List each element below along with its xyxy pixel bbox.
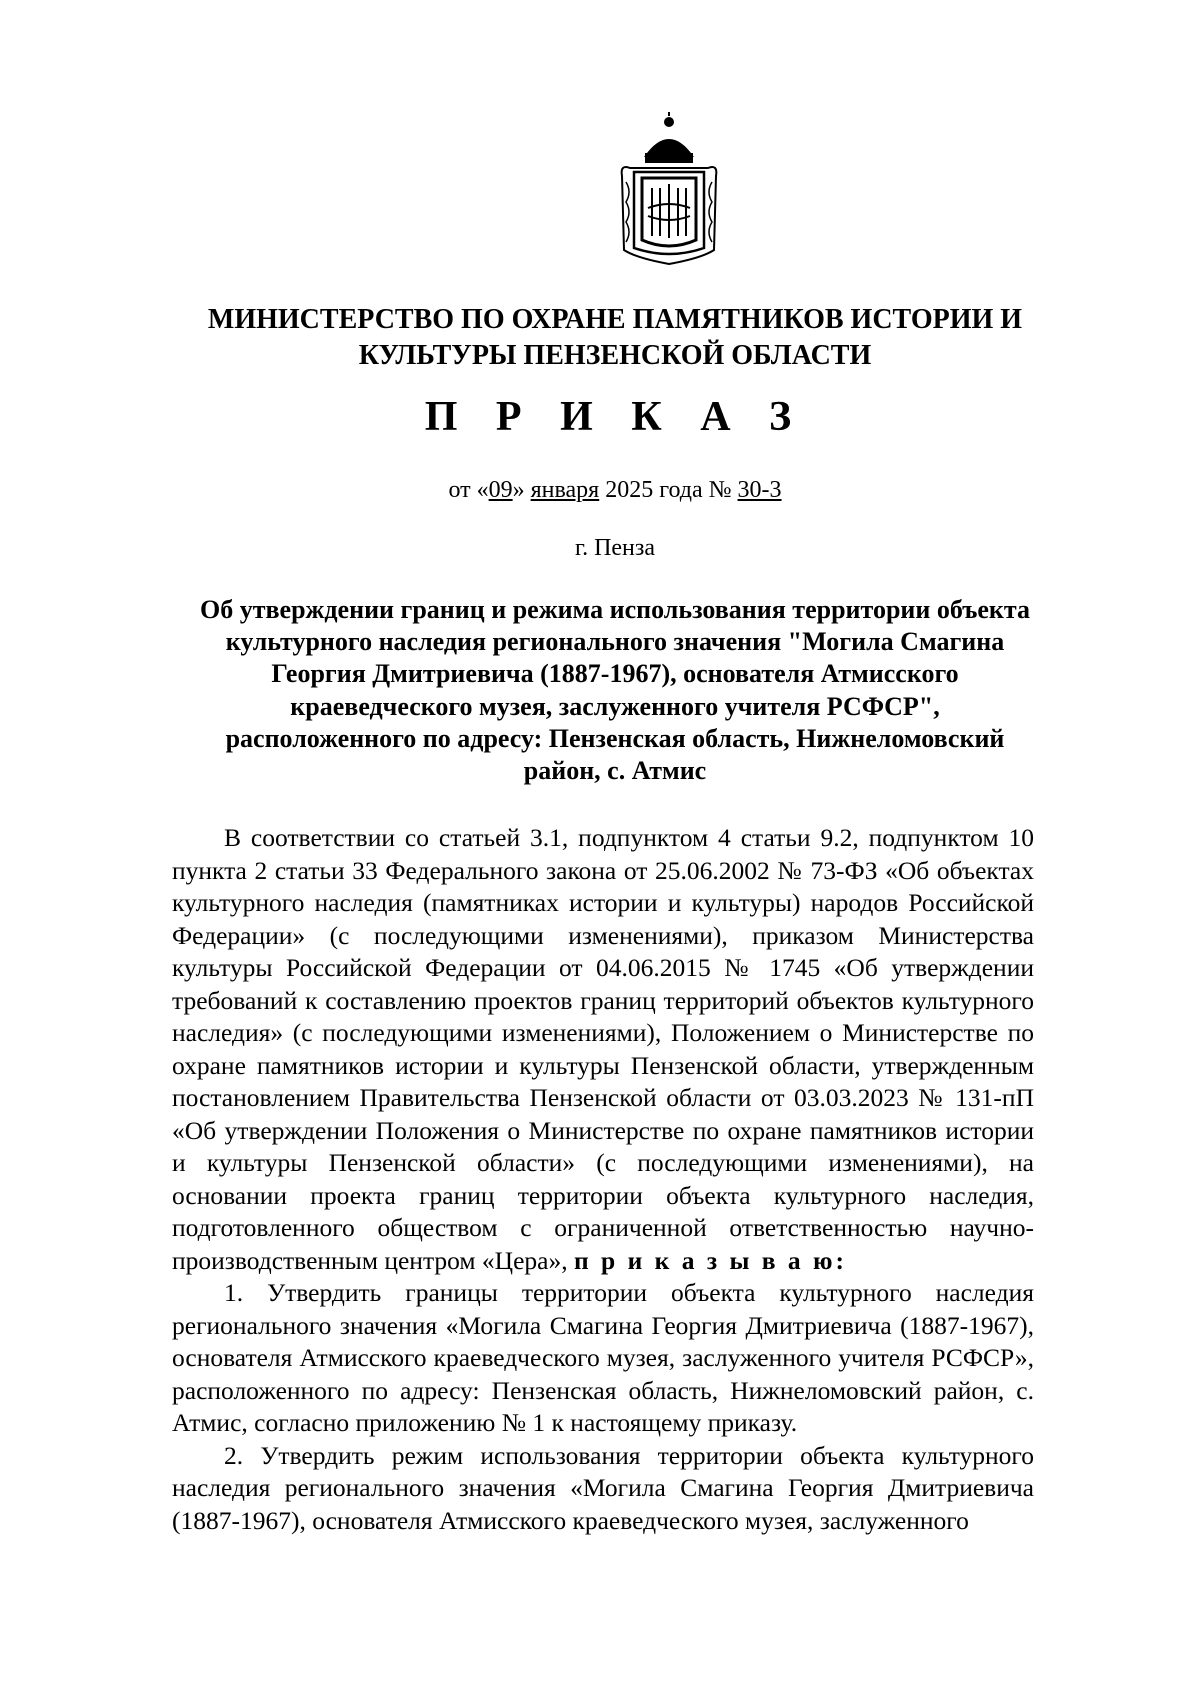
order-item-2: 2. Утвердить режим использования территории объекта культурного наследия регионального значения «Могила Смагина Георгия Дмитриевича (1887-1967), основателя Атмисского краеведческого музея, заслуженного (172, 1440, 1034, 1535)
title-line: расположенного по адресу: Пензенская область, Нижнеломовский (225, 723, 1005, 753)
date-prefix: от « (448, 477, 489, 503)
date-day: 09 (488, 477, 513, 503)
date-year-text: 2025 года № (599, 477, 738, 503)
date-mid: » (512, 477, 531, 503)
ministry-name-line2: КУЛЬТУРЫ ПЕНЗЕНСКОЙ ОБЛАСТИ (358, 340, 872, 371)
document-number: 30-3 (737, 477, 782, 503)
ministry-name-line1: МИНИСТЕРСТВО ПО ОХРАНЕ ПАМЯТНИКОВ ИСТОРИИ И (207, 304, 1023, 335)
order-item-1: 1. Утвердить границы территории объекта культурного наследия регионального значения «Могила Смагина Георгия Дмитриевича (1887-1967), основателя Атмисского краеведческого музея, заслуженного учителя РСФСР», расположенного по адресу: Пензенская область, Нижнеломовский район, с. Атмис, согласно приложению № 1 к настоящему приказу. (172, 1278, 1034, 1437)
order-word: п р и к а з ы в а ю: (573, 1245, 848, 1275)
document-title (196, 594, 1034, 787)
document-date-line (150, 474, 1080, 506)
title-line: Георгия Дмитриевича (1887-1967), основателя Атмисского (271, 659, 959, 689)
preamble-paragraph (172, 822, 1034, 1277)
document-body (172, 822, 1034, 1537)
preamble-text: В соответствии со статьей 3.1, подпунктом 4 статьи 9.2, подпунктом 10 пункта 2 статьи 33 Федерального закона от 25.06.2002 № 73-ФЗ «Об объектах культурного наследия (памятниках истории и культуры) народов Российской Федерации» (с последующими изменениями), приказом Министерства культуры Российской Федерации от 04.06.2015 № 1745 «Об утверждении требований к составлению проектов границ территорий объектов культурного наследия» (с последующими изменениями), Положением о Министерстве по охране памятников истории и культуры Пензенской области, утвержденным постановлением Правительства Пензенской области от 03.03.2023 № 131-пП «Об утверждении Положения о Министерстве по охране памятников истории и культуры Пензенской области» (с последующими изменениями), на основании проекта границ территории объекта культурного наследия, подготовленного обществом с ограниченной ответственностью научно-производственным центром «Цера», (172, 823, 1034, 1275)
title-line: культурного наследия регионального значения "Могила Смагина (225, 627, 1005, 657)
document-city: г. Пенза (574, 535, 656, 561)
title-line: Об утверждении границ и режима использования территории объекта (200, 595, 1030, 624)
ministry-name (150, 302, 1080, 374)
document-type-heading: П Р И К А З (424, 394, 806, 440)
date-month: января (530, 477, 600, 503)
title-line: краеведческого музея, заслуженного учителя РСФСР", (290, 691, 940, 721)
title-line: район, с. Атмис (523, 756, 707, 786)
penza-coat-of-arms-icon (616, 112, 722, 270)
